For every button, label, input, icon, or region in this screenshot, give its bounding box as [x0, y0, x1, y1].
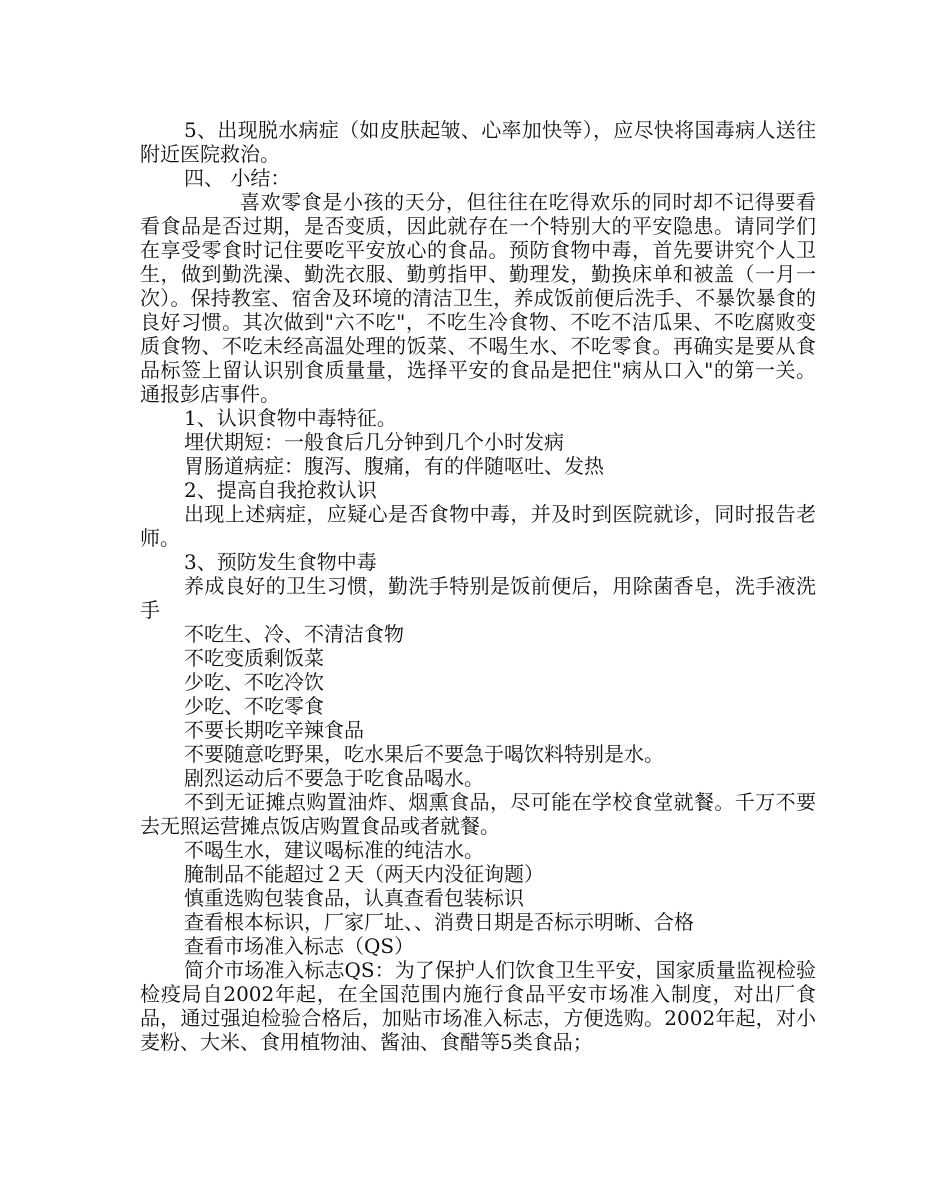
- document-body: [140, 118, 816, 1054]
- list-item-packaged-food: 慎重选购包装食品，认真查看包装标识: [184, 886, 524, 910]
- list-item-after-exercise: 剧烈运动后不要急于吃食品喝水。: [184, 766, 484, 790]
- list-item-check-labels: 查看根本标识，厂家厂址、、消费日期是否标示明晰、合格: [184, 910, 694, 934]
- list-item-no-spoiled-leftovers: 不吃变质剩饭菜: [184, 646, 324, 670]
- list-item-less-snacks: 少吃、不吃零食: [184, 694, 324, 718]
- list-item-no-raw-food: 不吃生、冷、不清洁食物: [184, 622, 404, 646]
- list-item-unlicensed-vendors: 不到无证摊点购置油炸、烟熏食品，尽可能在学校食堂就餐。千万不要去无照运营摊点饭店购置食品或者就餐。: [140, 790, 816, 838]
- list-item-no-wild-fruit: 不要随意吃野果，吃水果后不要急于喝饮料特别是水。: [184, 742, 664, 766]
- paragraph-gastro-symptoms: 胃肠道病症：腹泻、腹痛，有的伴随呕吐、发热: [184, 454, 604, 478]
- list-heading-recognize-poisoning: 1、认识食物中毒特征。: [184, 406, 397, 430]
- paragraph-seek-medical-help: 出现上述病症，应疑心是否食物中毒，并及时到医院就诊，同时报告老师。: [140, 502, 816, 550]
- paragraph-qs-introduction: 简介市场准入标志QS：为了保护人们饮食卫生平安，国家质量监视检验检疫局自2002年起，在全国范围内施行食品平安市场准入制度，对出厂食品，通过强迫检验合格后，加贴市场准入标志，方便选购。2002年起，对小麦粉、大米、食用植物油、酱油、食醋等5类食品；: [140, 958, 816, 1054]
- list-item-less-cold-drinks: 少吃、不吃冷饮: [184, 670, 324, 694]
- paragraph-hand-washing: 养成良好的卫生习惯，勤洗手特别是饭前便后，用除菌香皂，洗手液洗手: [140, 574, 816, 622]
- list-item-no-spicy-food: 不要长期吃辛辣食品: [184, 718, 364, 742]
- paragraph-incubation-period: 埋伏期短：一般食后几分钟到几个小时发病: [184, 430, 564, 454]
- paragraph-dehydration-treatment: 5、出现脱水病症（如皮肤起皱、心率加快等），应尽快将国毒病人送往附近医院救治。: [140, 118, 816, 166]
- paragraph-summary-body: 喜欢零食是小孩的天分，但往往在吃得欢乐的同时却不记得要看看食品是否过期，是否变质，因此就存在一个特别大的平安隐患。请同学们在享受零食时记住要吃平安放心的食品。预防食物中毒，首先要讲究个人卫生，做到勤洗澡、勤洗衣服、勤剪指甲、勤理发，勤换床单和被盖（一月一次）。保持教室、宿舍及环境的清洁卫生，养成饭前便后洗手、不暴饮暴食的良好习惯。其次做到"六不吃"，不吃生冷食物、不吃不洁瓜果、不吃腐败变质食物、不吃未经高温处理的饭菜、不喝生水、不吃零食。再确实是要从食品标签上留认识别食质量量，选择平安的食品是把住"病从口入"的第一关。通报彭店事件。: [140, 190, 816, 406]
- list-item-pickled-food: 腌制品不能超过２天（两天内没征询题）: [184, 862, 544, 886]
- list-heading-prevention: 3、预防发生食物中毒: [184, 550, 377, 574]
- list-item-qs-mark: 查看市场准入标志（QS）: [184, 934, 415, 958]
- list-item-no-raw-water: 不喝生水，建议喝标准的纯洁水。: [184, 838, 484, 862]
- list-heading-self-rescue: 2、提高自我抢救认识: [184, 478, 377, 502]
- section-heading-summary: 四、 小结：: [184, 166, 291, 190]
